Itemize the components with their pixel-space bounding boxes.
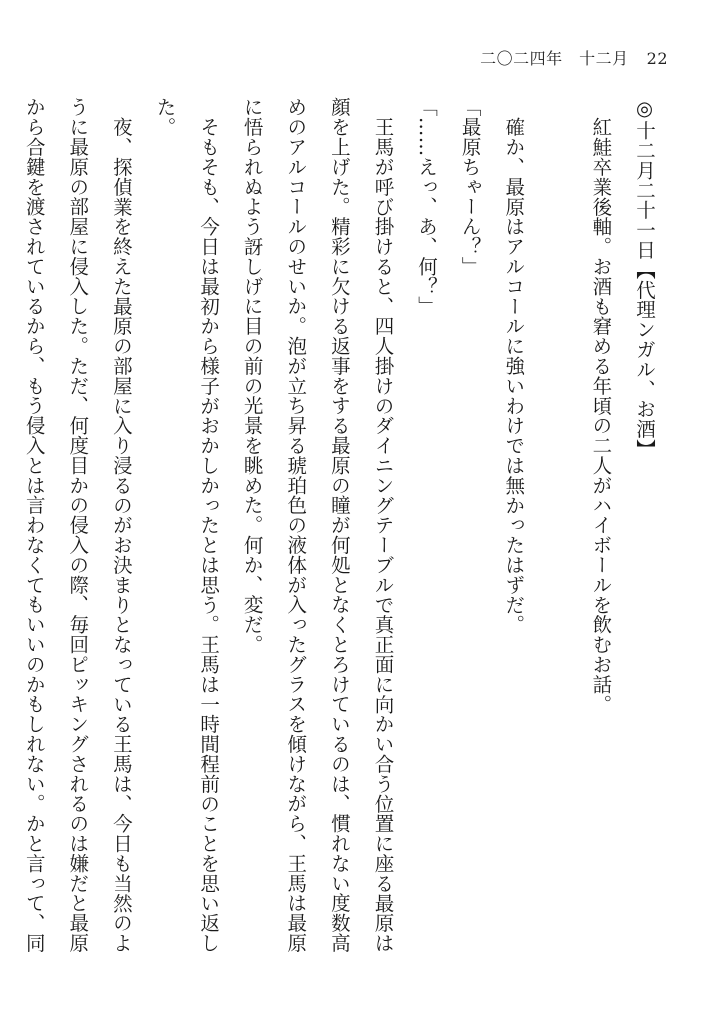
running-header <box>480 46 668 69</box>
header-date: 二〇二四年 十二月 <box>480 49 629 68</box>
paragraph: そもそも、今日は最初から様子がおかしかったとは思う。王馬は一時間程前のことを思い返した。 <box>153 97 221 953</box>
paragraph: 夜、探偵業を終えた最原の部屋に入り浸るのがお決まりとなっている王馬は、今日も当然のように最原の部屋に侵入した。ただ、何度目かの侵入の際、毎回ピッキングされるのは嫌だと最原から合鍵を渡されているから、もう侵入とは言わなくてもいいのかもしれない。かと言って、同 <box>22 97 133 953</box>
paragraph: 「最原ちゃーん？」 <box>458 97 482 277</box>
entry-heading: ◎十二月二十一日【代理ンガル、お酒】 <box>633 97 656 459</box>
page-number: 22 <box>646 49 668 68</box>
paragraph: 「……えっ、あ、何？」 <box>415 97 439 316</box>
paragraph: 確か、最原はアルコールに強いわけでは無かったはずだ。 <box>502 116 526 634</box>
vertical-text-body <box>22 97 666 967</box>
paragraph: 王馬が呼び掛けると、四人掛けのダイニングテーブルで真正面に向かい合う位置に座る最原は顔を上げた。精彩に欠ける返事をする最原の瞳が何処となくとろけているのは、慣れない度数高めのアルコールのせいか。泡が立ち昇る琥珀色の液体が入ったグラスを傾けながら、王馬は最原に悟られぬよう訝しげに目の前の光景を眺めた。何か、変だ。 <box>240 97 395 953</box>
entry-subtitle: 紅鮭卒業後軸。お酒も窘める年頃の二人がハイボールを飲むお話。 <box>589 116 613 714</box>
blank-line <box>535 97 579 967</box>
